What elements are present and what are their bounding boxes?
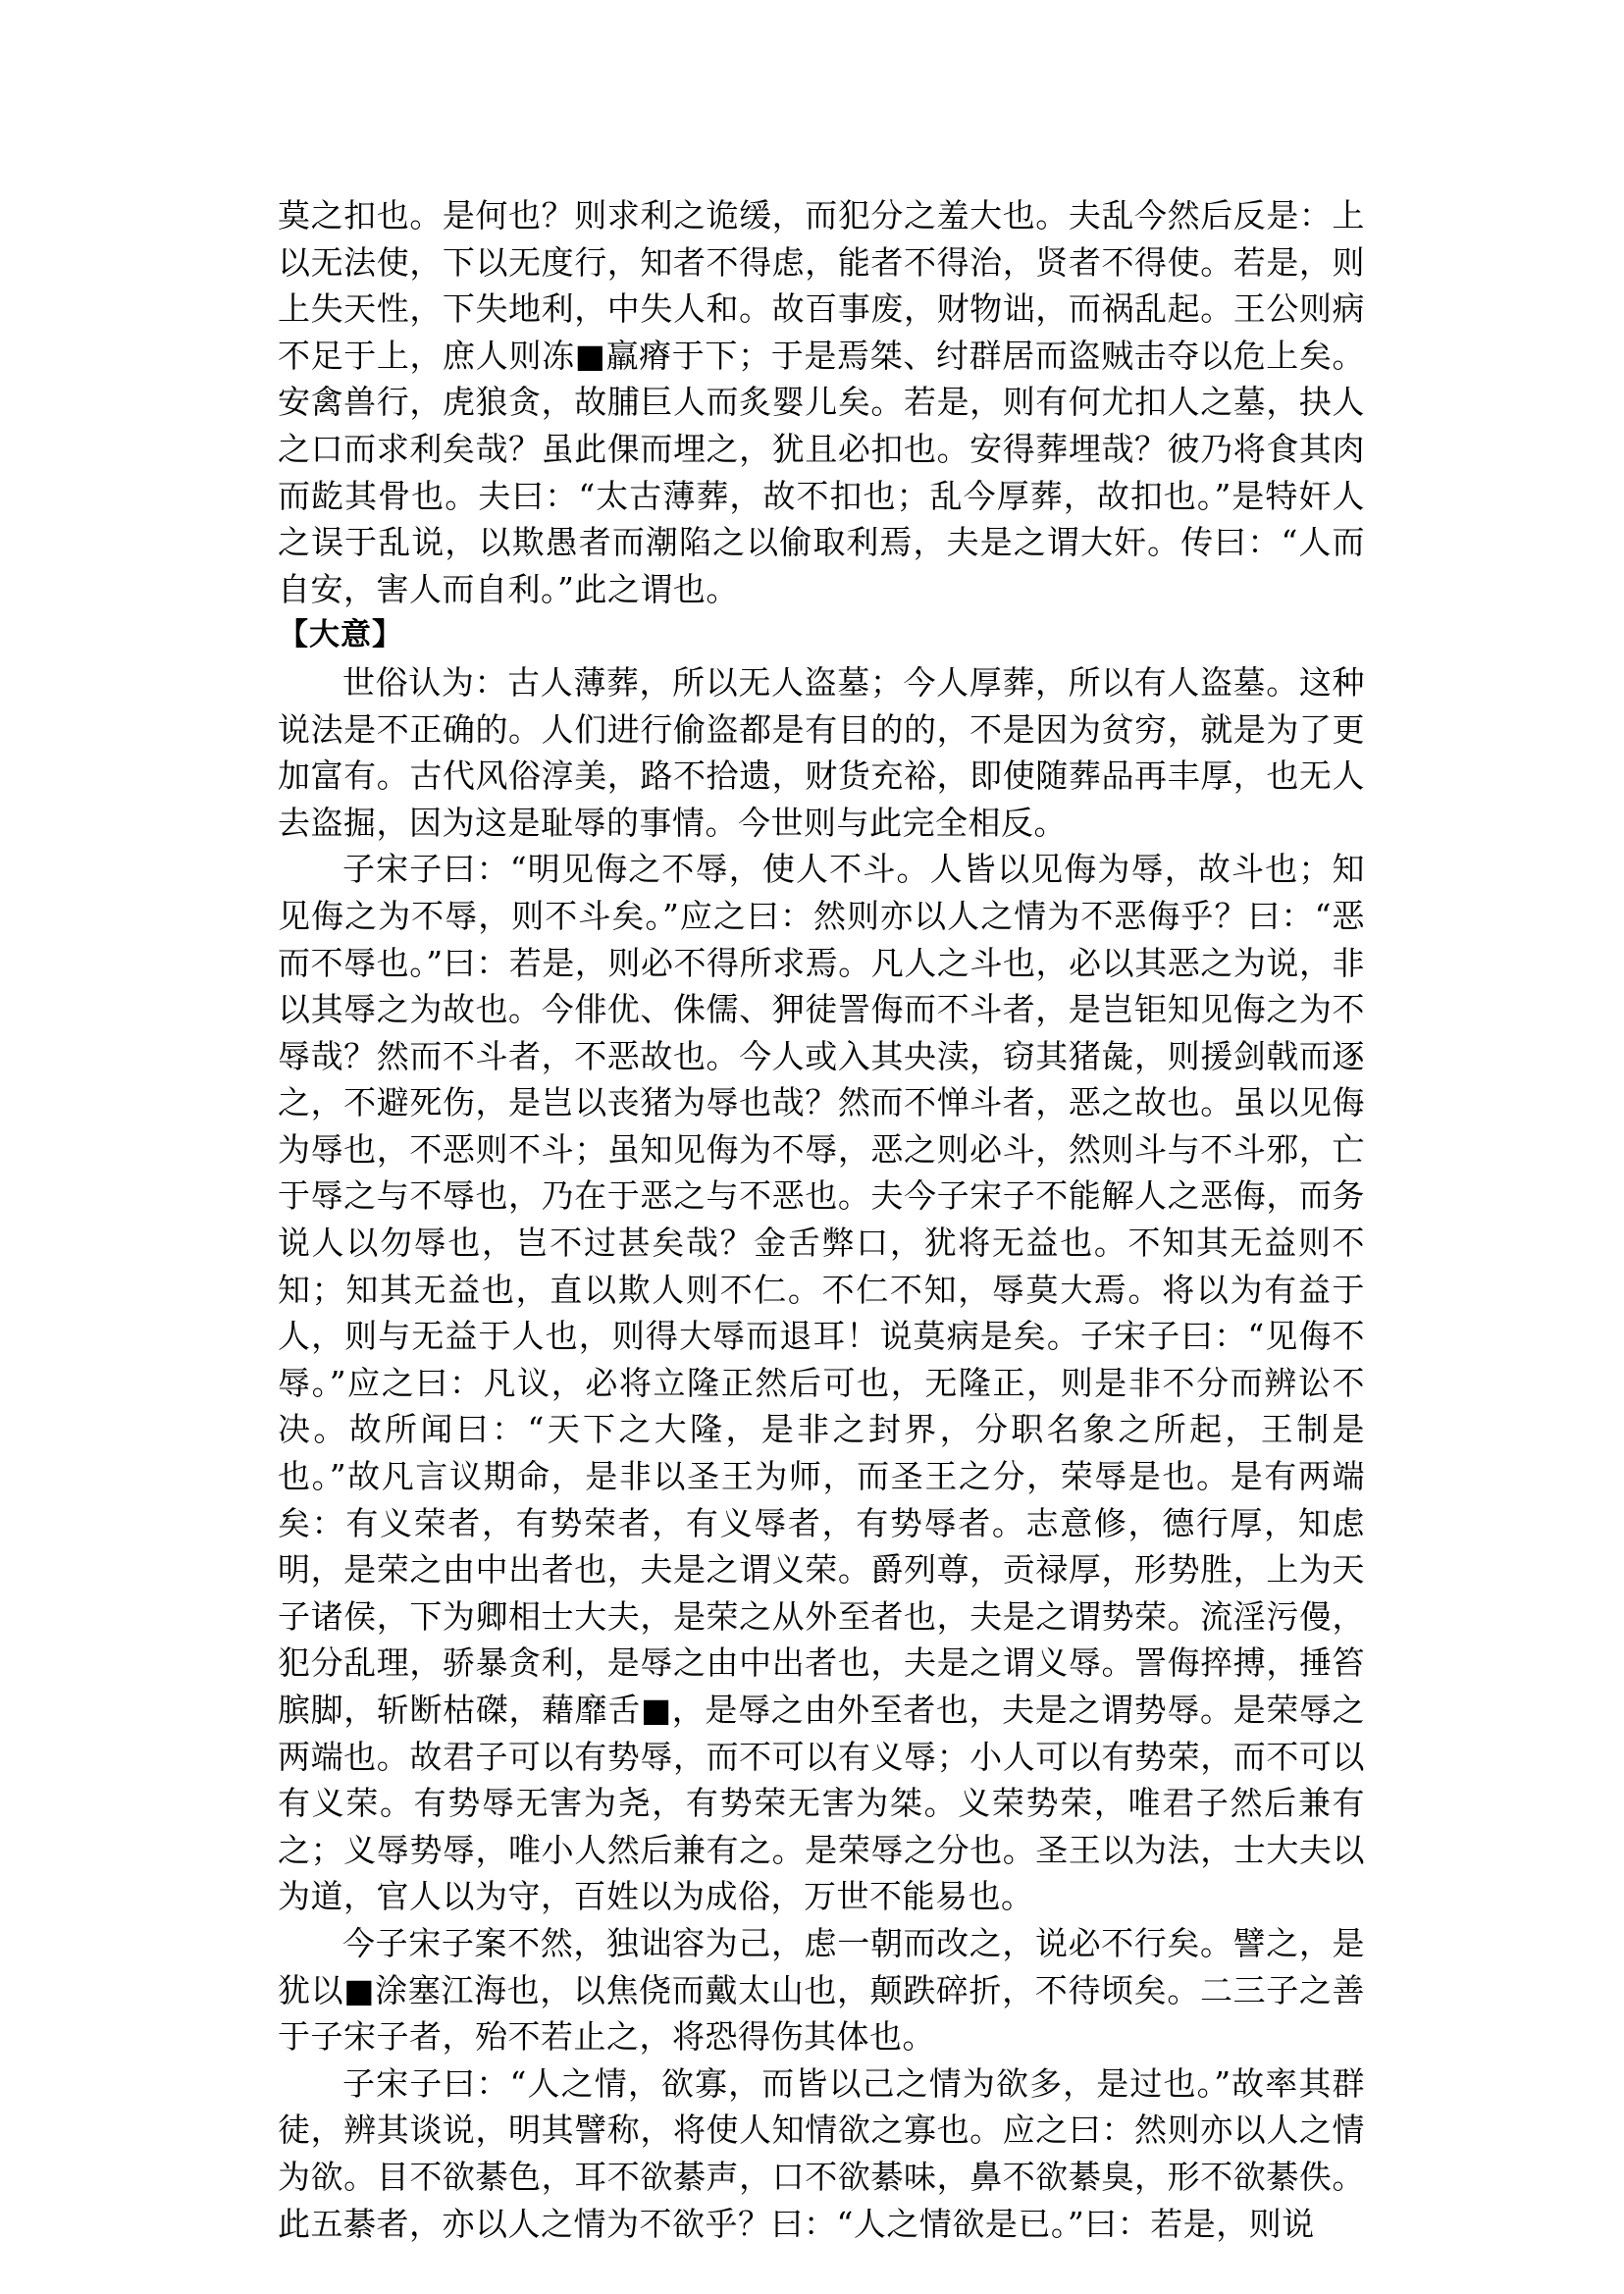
section-heading-summary: 【大意】 — [278, 617, 403, 653]
paragraph-4: 今子宋子案不然，独诎容为己，虑一朝而改之，说必不行矣。譬之，是犹以■涂塞江海也，以焦侥而戴太山也，颠跌碎折，不待顷矣。二三子之善于子宋子者，殆不若止之，将恐得伤其体也。 — [278, 1923, 1365, 2057]
paragraph-1: 莫之扣也。是何也？则求利之诡缓，而犯分之羞大也。夫乱今然后反是：上以无法使，下以无度行，知者不得虑，能者不得治，贤者不得使。若是，则上失天性，下失地利，中失人和。故百事废，财物诎，而祸乱起。王公则病不足于上，庶人则冻■羸瘠于下；于是焉桀、纣群居而盗贼击夺以危上矣。安禽兽行，虎狼贪，故脯巨人而炙婴儿矣。若是，则有何尤扣人之墓，抉人之口而求利矣哉？虽此倮而埋之，犹且必扣也。安得葬埋哉？彼乃将食其肉而龁其骨也。夫曰：“太古薄葬，故不扣也；乱今厚葬，故扣也。”是特奸人之误于乱说，以欺愚者而潮陷之以偷取利焉，夫是之谓大奸。传曰：“人而自安，害人而自利。”此之谓也。 — [278, 196, 1365, 608]
paragraph-5: 子宋子曰：“人之情，欲寡，而皆以己之情为欲多，是过也。”故率其群徒，辨其谈说，明其譬称，将使人知情欲之寡也。应之曰：然则亦以人之情为欲。目不欲綦色，耳不欲綦声，口不欲綦味，鼻不欲綦臭，形不欲綦佚。此五綦者，亦以人之情为不欲乎？曰：“人之情欲是已。”曰：若是，则说 — [278, 2063, 1365, 2243]
paragraph-3: 子宋子曰：“明见侮之不辱，使人不斗。人皆以见侮为辱，故斗也；知见侮之为不辱，则不斗矣。”应之曰：然则亦以人之情为不恶侮乎？曰：“恶而不辱也。”曰：若是，则必不得所求焉。凡人之斗也，必以其恶之为说，非以其辱之为故也。今俳优、侏儒、狎徒詈侮而不斗者，是岂钜知见侮之为不辱哉？然而不斗者，不恶故也。今人或入其央渎，窃其猪彘，则援剑戟而逐之，不避死伤，是岂以丧猪为辱也哉？然而不惮斗者，恶之故也。虽以见侮为辱也，不恶则不斗；虽知见侮为不辱，恶之则必斗，然则斗与不斗邪，亡于辱之与不辱也，乃在于恶之与不恶也。夫今子宋子不能解人之恶侮，而务说人以勿辱也，岂不过甚矣哉？金舌弊口，犹将无益也。不知其无益则不知；知其无益也，直以欺人则不仁。不仁不知，辱莫大焉。将以为有益于人，则与无益于人也，则得大辱而退耳！说莫病是矣。子宋子曰：“见侮不辱。”应之曰：凡议，必将立隆正然后可也，无隆正，则是非不分而辨讼不决。故所闻曰：“天下之大隆，是非之封界，分职名象之所起，王制是也。”故凡言议期命，是非以圣王为师，而圣王之分，荣辱是也。是有两端矣：有义荣者，有势荣者，有义辱者，有势辱者。志意修，德行厚，知虑明，是荣之由中出者也，夫是之谓义荣。爵列尊，贡禄厚，形势胜，上为天子诸侯，下为卿相士大夫，是荣之从外至者也，夫是之谓势荣。流淫污僈，犯分乱理，骄暴贪利，是辱之由中出者也，夫是之谓义辱。詈侮捽搏，捶笞膑脚，斩断枯磔，藉靡舌■，是辱之由外至者也，夫是之谓势辱。是荣辱之两端也。故君子可以有势辱，而不可以有义辱；小人可以有势荣，而不可以有义荣。有势辱无害为尧，有势荣无害为桀。义荣势荣，唯君子然后兼有之；义辱势辱，唯小人然后兼有之。是荣辱之分也。圣王以为法，士大夫以为道，官人以为守，百姓以为成俗，万世不能易也。 — [278, 850, 1365, 1916]
document-page — [278, 192, 1365, 2247]
paragraph-2: 世俗认为：古人薄葬，所以无人盗墓；今人厚葬，所以有人盗墓。这种说法是不正确的。人们进行偷盗都是有目的的，不是因为贫穷，就是为了更加富有。古代风俗淳美，路不拾遗，财货充裕，即使随葬品再丰厚，也无人去盗掘，因为这是耻辱的事情。今世则与此完全相反。 — [278, 662, 1365, 842]
